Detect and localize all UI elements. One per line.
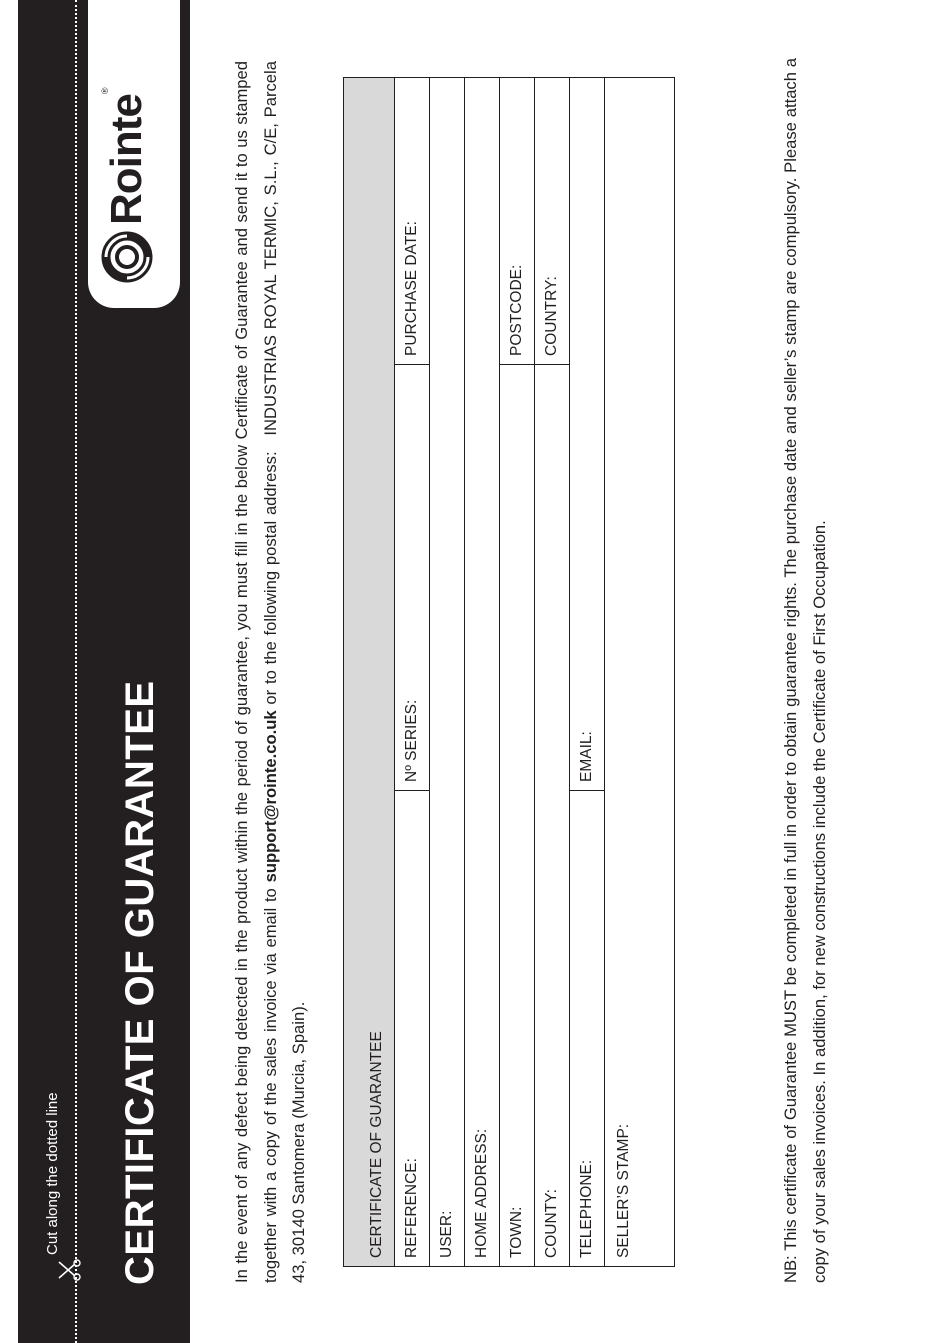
county-field[interactable]: COUNTY: [535, 365, 570, 1267]
email-field[interactable]: EMAIL: [570, 78, 605, 791]
town-field[interactable]: TOWN: [500, 365, 535, 1267]
intro-paragraph [228, 61, 314, 1283]
guarantee-form-table [343, 77, 675, 1267]
rointe-swirl-icon [101, 231, 153, 283]
registered-mark: ® [100, 87, 110, 95]
country-field[interactable]: COUNTRY: [535, 78, 570, 365]
series-field[interactable]: Nº SERIES: [395, 365, 430, 791]
postcode-field[interactable]: POSTCODE: [500, 78, 535, 365]
support-email: support@rointe.co.uk [260, 710, 280, 883]
postal-address: INDUSTRIAS ROYAL TERMIC, S.L., C/E, Parcela 43, 30140 Santomera (Murcia, Spain). [260, 61, 308, 1283]
reference-field[interactable]: REFERENCE: [395, 791, 430, 1267]
cut-instruction: Cut along the dotted line [44, 1092, 61, 1255]
intro-text: In the event of any defect being detected in the product within the period of guarantee, you must fill in the below Certificate of Guarantee and send it to us stamped together with a copy of the sales invoice via email to [232, 61, 280, 1283]
form-heading: CERTIFICATE OF GUARANTEE [344, 78, 395, 1267]
sellers-stamp-field[interactable]: SELLER’S STAMP: [605, 78, 675, 1267]
intro-text-address-label: or to the following postal address: [260, 451, 280, 705]
purchase-date-field[interactable]: PURCHASE DATE: [395, 78, 430, 365]
scissors-icon [57, 1259, 81, 1281]
logo-wordmark: Rointe [102, 94, 151, 225]
nb-note: NB: This certificate of Guarantee MUST be completed in full in order to obtain guarantee rights. The purchase date and seller’s stamp are compulsory. Please attach a copy of your sales invoices. In addition, for new constructions include the Certificate of First Occupation. [781, 58, 829, 1283]
page-title: CERTIFICATE OF GUARANTEE [118, 680, 162, 1285]
rointe-logo [96, 87, 158, 283]
user-field[interactable]: USER: [430, 78, 465, 1267]
telephone-field[interactable]: TELEPHONE: [570, 791, 605, 1267]
home-address-field[interactable]: HOME ADDRESS: [465, 78, 500, 1267]
